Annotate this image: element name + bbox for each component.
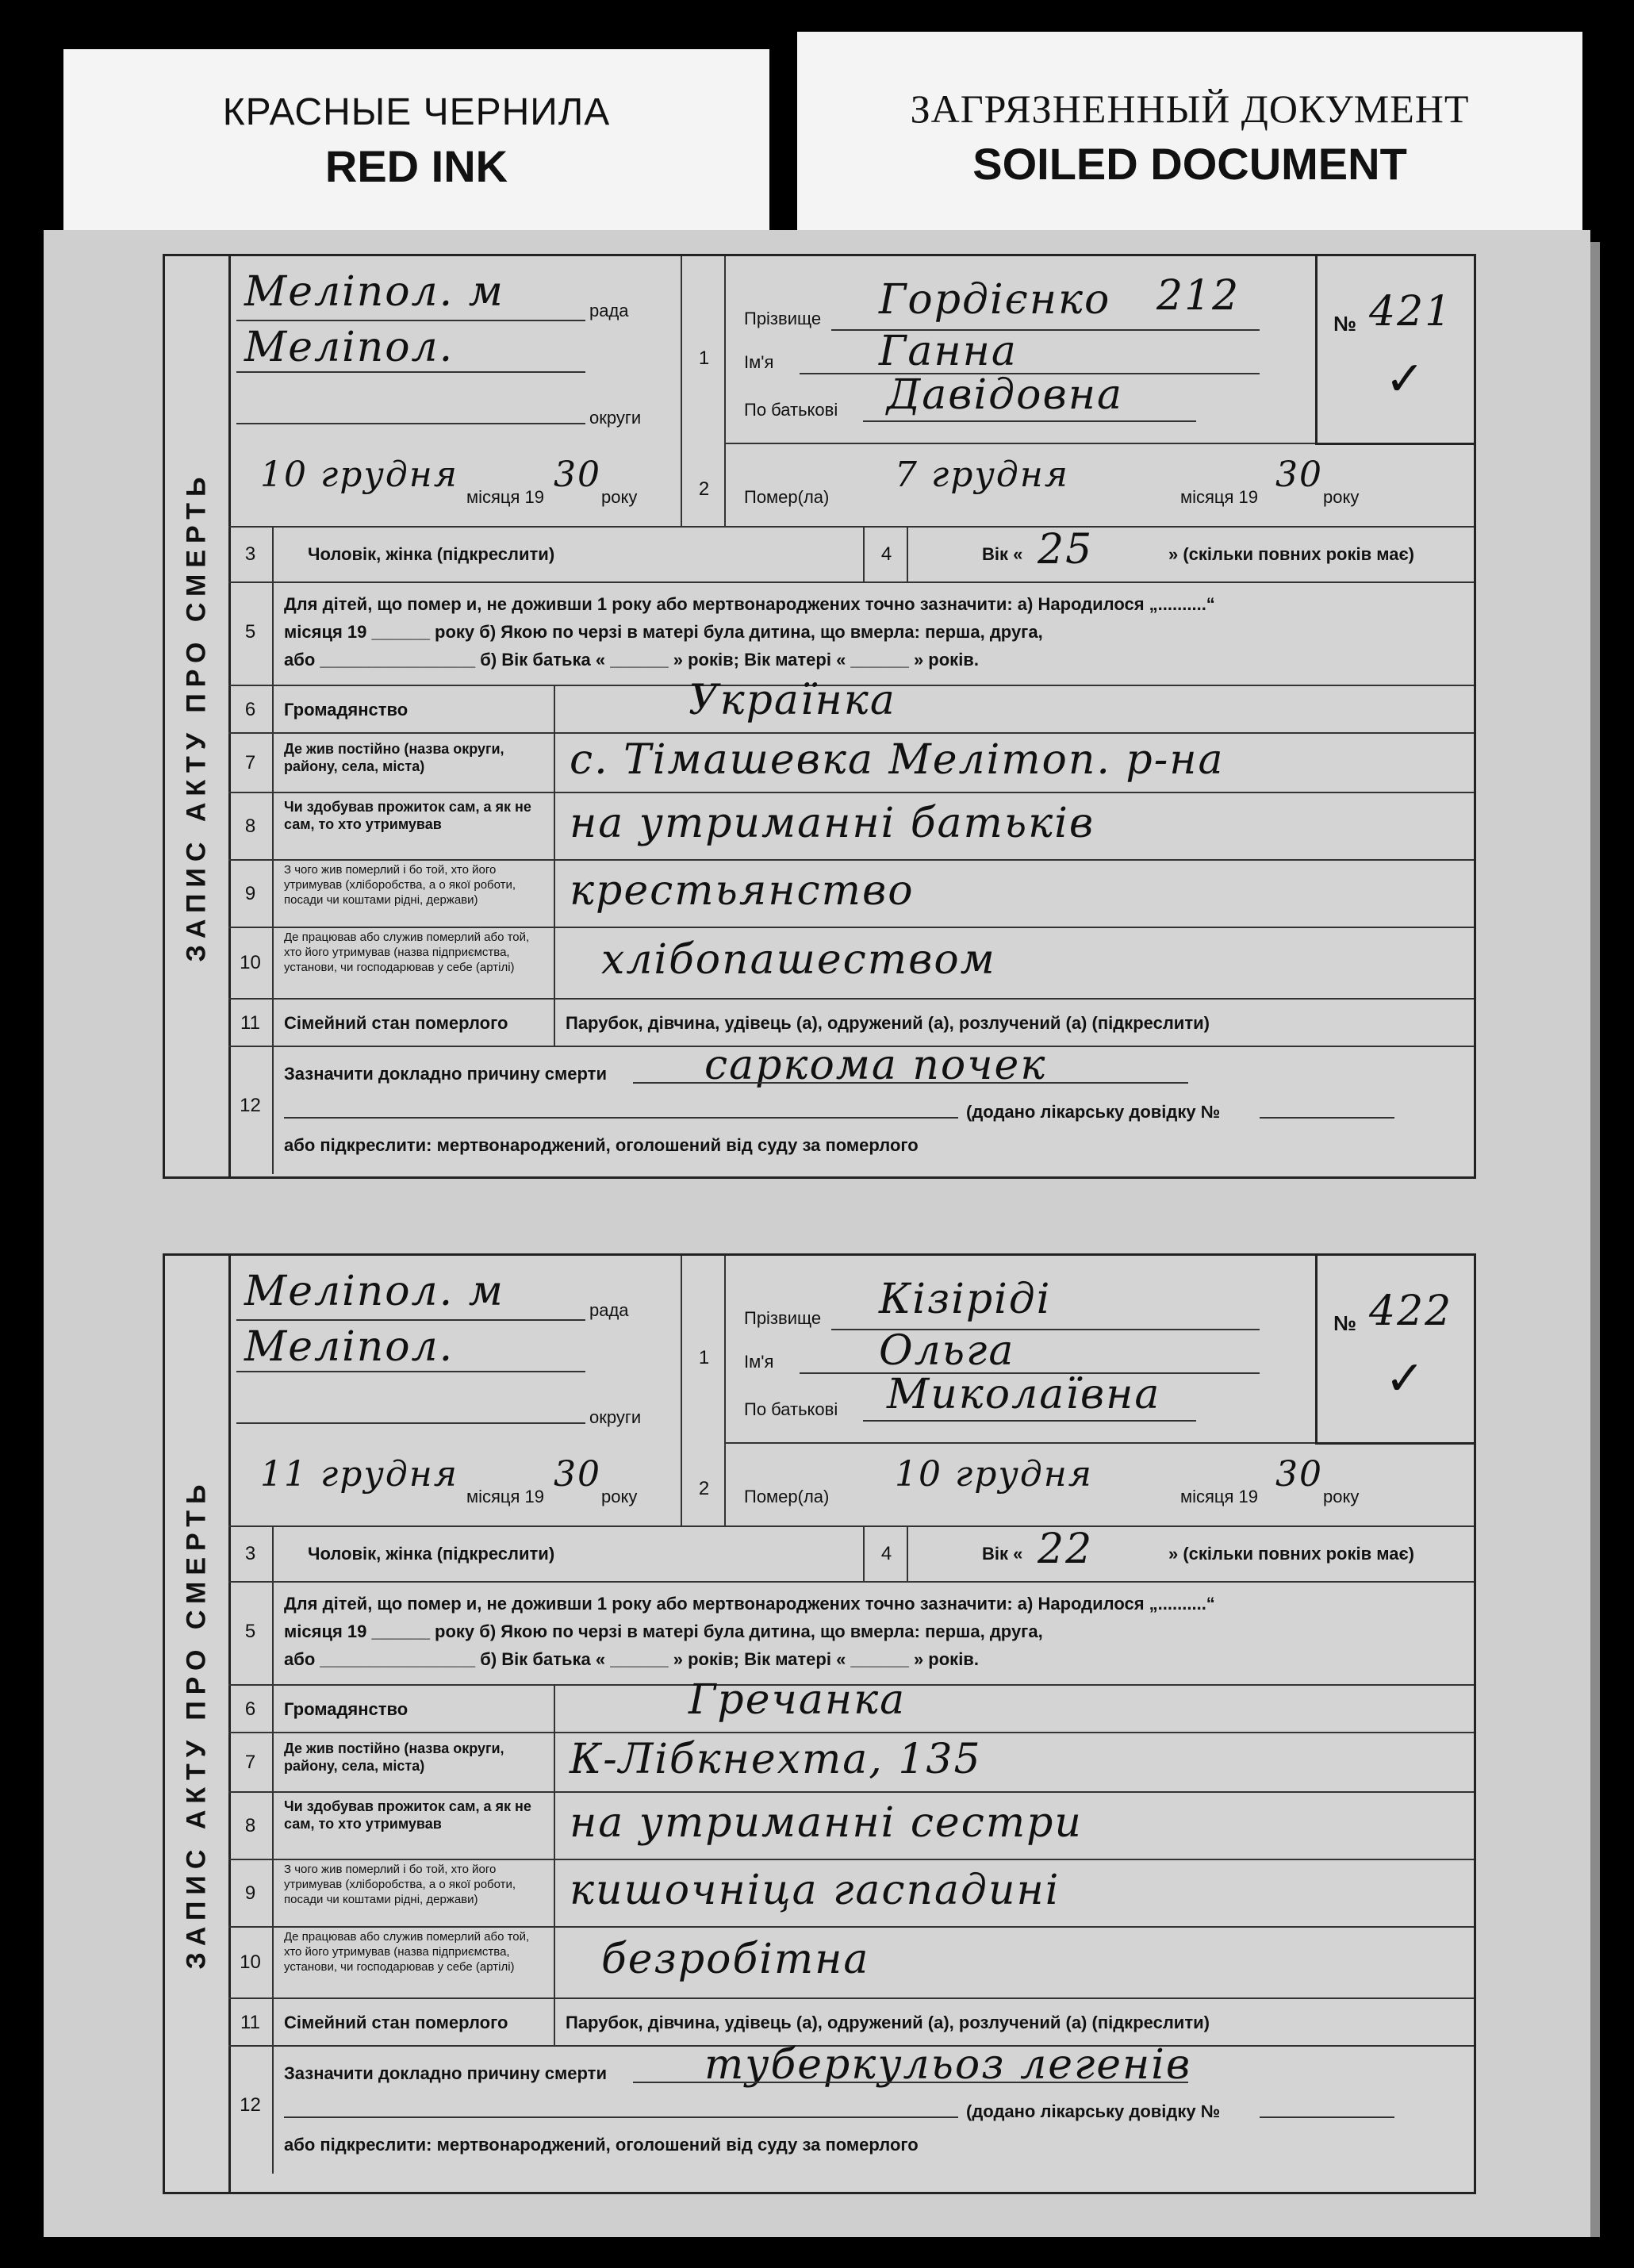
red-ink-label-ru: КРАСНЫЕ ЧЕРНИЛА xyxy=(222,91,611,133)
check-mark-icon: ✓ xyxy=(1385,1351,1425,1406)
cause-note: (додано лікарську довідку № xyxy=(966,1102,1221,1122)
cause-alt: або підкреслити: мертвонароджений, оголошений від суду за померлого xyxy=(284,1135,919,1155)
surname-label: Прізвище xyxy=(744,1308,822,1328)
row-8: 8 Чи здобував прожиток сам, а як не сам, то хто утримував на утриманні батьків xyxy=(228,792,1474,861)
livelihood-value: на утриманні батьків xyxy=(570,800,1095,847)
row-5: 5 Для дітей, що помер и, не доживши 1 року або мертвонароджених точно зазначити: а) Народилося „..........“ місяця 19 ______ року б) Якою по черзі в матері була дитина, що вмерла: перша, друга, або ________________ б) Вік батька « ______ » років; Вік матері « ______ » років. xyxy=(228,1581,1474,1686)
income-source-value: крестьянство xyxy=(570,867,915,915)
death-month-label: місяця 19 xyxy=(1180,487,1259,507)
cause-value: саркома почек xyxy=(704,1042,1047,1089)
citizenship-label: Громадянство xyxy=(284,1699,408,1719)
workplace-value: безробітна xyxy=(601,1936,870,1983)
name-label: Ім'я xyxy=(744,352,774,372)
death-day-value: 7 грудня xyxy=(895,455,1069,495)
row-12: 12 Зазначити докладно причину смерти туберкульоз легенів (додано лікарську довідку № або підкреслити: мертвонароджений, оголошений від суду за померлого xyxy=(228,2045,1474,2174)
citizenship-value: Українка xyxy=(689,677,896,724)
citizenship-label: Громадянство xyxy=(284,700,408,720)
cause-alt: або підкреслити: мертвонароджений, оголошений від суду за померлого xyxy=(284,2135,919,2155)
livelihood-label: Чи здобував прожиток сам, а як не сам, то хто утримував xyxy=(284,1798,531,1832)
income-source-label: З чого жив померлий і бо той, хто його утримував (хліборобства, а о якої роботи, посади чи коштами рідні, держави) xyxy=(284,863,516,907)
row-9: 9 З чого жив померлий і бо той, хто його утримував (хліборобства, а о якої роботи, посади чи коштами рідні, держави) крестьянство xyxy=(228,859,1474,928)
sex-label: Чоловік, жінка (підкреслити) xyxy=(308,1544,555,1564)
residence-label: Де жив постійно (назва округи, району, села, міста) xyxy=(284,741,504,774)
reg-number-box xyxy=(1315,256,1476,445)
death-year-value: 30 xyxy=(1275,1454,1323,1495)
death-record-form-2 xyxy=(163,1253,1476,2194)
reg-number-value: 421 xyxy=(1369,288,1453,336)
row5-line3: або ________________ б) Вік батька « ______ » років; Вік матері « ______ » років. xyxy=(284,650,979,670)
family-status-label: Сімейний стан померлого xyxy=(284,2013,508,2032)
livelihood-value: на утриманні сестри xyxy=(570,1799,1083,1847)
document-page xyxy=(44,230,1590,2237)
sex-label: Чоловік, жінка (підкреслити) xyxy=(308,544,555,564)
patronymic-label: По батькові xyxy=(744,400,838,420)
side-strip xyxy=(165,256,231,1176)
row-6: 6 Громадянство Гречанка xyxy=(228,1684,1474,1733)
cause-label: Зазначити докладно причину смерти xyxy=(284,1064,607,1084)
age-label: Вік « xyxy=(982,544,1023,564)
family-status-options: Парубок, дівчина, удівець (а), одружений (а), розлучений (а) (підкреслити) xyxy=(566,1013,1210,1033)
cause-label: Зазначити докладно причину смерти xyxy=(284,2063,607,2083)
death-year-label: року xyxy=(1323,1487,1360,1506)
family-status-options: Парубок, дівчина, удівець (а), одружений (а), розлучений (а) (підкреслити) xyxy=(566,2013,1210,2032)
death-month-label: місяця 19 xyxy=(1180,1487,1259,1506)
died-label: Помер(ла) xyxy=(744,1487,830,1506)
no-label: № xyxy=(1333,1311,1356,1335)
rada-value: Меліпол. м xyxy=(244,268,504,316)
name-value: Ганна xyxy=(879,328,1018,375)
row-10: 10 Де працював або служив померлий або той, хто його утримував (назва підприємства, установи, чи господарював у себе (артілі) хлібопашеством xyxy=(228,927,1474,1000)
row-6: 6 Громадянство Українка xyxy=(228,685,1474,734)
workplace-label: Де працював або служив померлий або той, хто його утримував (назва підприємства, установи, чи господарював у себе (артілі) xyxy=(284,931,530,974)
income-source-label: З чого жив померлий і бо той, хто його утримував (хліборобства, а о якої роботи, посади чи коштами рідні, держави) xyxy=(284,1863,516,1906)
income-source-value: кишочніца гаспадині xyxy=(570,1867,1061,1914)
row5-line2: місяця 19 ______ року б) Якою по черзі в матері була дитина, що вмерла: перша, друга, xyxy=(284,1621,1043,1641)
row5-line1: Для дітей, що помер и, не доживши 1 року або мертвонароджених точно зазначити: а) Народилося „..........“ xyxy=(284,594,1215,614)
name-value: Ольга xyxy=(879,1327,1015,1375)
row-12: 12 Зазначити докладно причину смерти саркома почек (додано лікарську довідку № або підкреслити: мертвонароджений, оголошений від суду за померлого xyxy=(228,1046,1474,1174)
row-7: 7 Де жив постійно (назва округи, району, села, міста) с. Тімашевка Мелітоп. р-на xyxy=(228,732,1474,793)
death-day-value: 10 грудня xyxy=(895,1454,1093,1495)
side-strip xyxy=(165,1256,231,2192)
died-label: Помер(ла) xyxy=(744,487,830,507)
age-value: 22 xyxy=(1038,1525,1094,1573)
age-suffix: » (скільки повних років має) xyxy=(1168,1544,1414,1564)
reg-year-value: 30 xyxy=(554,1454,601,1495)
no-label: № xyxy=(1333,312,1356,336)
row5-line3: або ________________ б) Вік батька « ______ » років; Вік матері « ______ » років. xyxy=(284,1649,979,1669)
reg-number-value: 422 xyxy=(1369,1288,1453,1335)
residence-value: с. Тімашевка Мелітоп. р-на xyxy=(570,736,1225,784)
soiled-document-label-en: SOILED DOCUMENT xyxy=(972,139,1407,189)
row-11: 11 Сімейний стан померлого Парубок, дівчина, удівець (а), одружений (а), розлучений (а) (підкреслити) xyxy=(228,998,1474,1047)
row-3: 3 Чоловік, жінка (підкреслити) 4 Вік « 25 » (скільки повних років має) xyxy=(228,526,1474,583)
reg-month-label: місяця 19 xyxy=(466,1487,545,1506)
patronymic-value: Миколаївна xyxy=(887,1371,1161,1418)
cause-note: (додано лікарську довідку № xyxy=(966,2101,1221,2121)
residence-label: Де жив постійно (назва округи, району, села, міста) xyxy=(284,1740,504,1774)
age-label: Вік « xyxy=(982,1544,1023,1564)
age-value: 25 xyxy=(1038,526,1094,574)
rayon-value: Меліпол. xyxy=(244,324,455,371)
soiled-document-label-ru: ЗАГРЯЗНЕННЫЙ ДОКУМЕНТ xyxy=(910,86,1470,131)
rada-label: рада xyxy=(589,301,629,320)
reg-number-box xyxy=(1315,1256,1476,1445)
surname-extra-value: 212 xyxy=(1156,272,1241,320)
workplace-label: Де працював або служив померлий або той, хто його утримував (назва підприємства, установи, чи господарював у себе (артілі) xyxy=(284,1930,530,1974)
surname-value: Кізіріді xyxy=(879,1276,1052,1323)
reg-day-value: 10 грудня xyxy=(260,455,458,495)
row-10: 10 Де працював або служив померлий або той, хто його утримував (назва підприємства, установи, чи господарював у себе (артілі) безробітна xyxy=(228,1926,1474,1999)
row-8: 8 Чи здобував прожиток сам, а як не сам, то хто утримував на утриманні сестри xyxy=(228,1791,1474,1860)
workplace-value: хлібопашеством xyxy=(601,936,996,984)
reg-year-label: року xyxy=(601,1487,638,1506)
rada-label: рада xyxy=(589,1300,629,1320)
row5-line2: місяця 19 ______ року б) Якою по черзі в матері була дитина, що вмерла: перша, друга, xyxy=(284,622,1043,642)
surname-value: Гордієнко xyxy=(879,276,1111,324)
family-status-label: Сімейний стан померлого xyxy=(284,1013,508,1033)
row5-line1: Для дітей, що помер и, не доживши 1 року або мертвонароджених точно зазначити: а) Народилося „..........“ xyxy=(284,1594,1215,1614)
death-record-form-1 xyxy=(163,254,1476,1179)
patronymic-value: Давідовна xyxy=(887,371,1123,419)
red-ink-label-en: RED INK xyxy=(324,141,508,191)
age-suffix: » (скільки повних років має) xyxy=(1168,544,1414,564)
header-block: Меліпол. м рада Меліпол. округи 11 грудня місяця 19 30 року 1 2 Прізвище Кізіріді Ім'я Ольга По батькові Миколаївна Помер(ла) 10 грудня місяця 19 30 року № 422 ✓ xyxy=(228,1256,1474,1527)
row-7: 7 Де жив постійно (назва округи, району, села, міста) К-Лібкнехта, 135 xyxy=(228,1732,1474,1793)
row-5: 5 Для дітей, що помер и, не доживши 1 року або мертвонароджених точно зазначити: а) Народилося „..........“ місяця 19 ______ року б) Якою по черзі в матері була дитина, що вмерла: перша, друга, або ________________ б) Вік батька « ______ » років; Вік матері « ______ » років. xyxy=(228,581,1474,686)
surname-label: Прізвище xyxy=(744,309,822,328)
row-9: 9 З чого жив померлий і бо той, хто його утримував (хліборобства, а о якої роботи, посади чи коштами рідні, держави) кишочніца гаспадині xyxy=(228,1859,1474,1928)
rayon-value: Меліпол. xyxy=(244,1323,455,1371)
okrugy-label: округи xyxy=(589,1407,642,1427)
reg-year-label: року xyxy=(601,487,638,507)
death-year-label: року xyxy=(1323,487,1360,507)
row-11: 11 Сімейний стан померлого Парубок, дівчина, удівець (а), одружений (а), розлучений (а) (підкреслити) xyxy=(228,1997,1474,2047)
reg-month-label: місяця 19 xyxy=(466,487,545,507)
soiled-document-label xyxy=(797,32,1582,246)
death-year-value: 30 xyxy=(1275,455,1323,495)
livelihood-label: Чи здобував прожиток сам, а як не сам, то хто утримував xyxy=(284,799,531,832)
residence-value: К-Лібкнехта, 135 xyxy=(570,1736,982,1783)
reg-year-value: 30 xyxy=(554,455,601,495)
cause-value: туберкульоз легенів xyxy=(704,2041,1192,2089)
patronymic-label: По батькові xyxy=(744,1399,838,1419)
side-title: ЗАПИС АКТУ ПРО СМЕРТЬ xyxy=(181,1478,212,1970)
rada-value: Меліпол. м xyxy=(244,1268,504,1315)
red-ink-label xyxy=(63,49,769,232)
name-label: Ім'я xyxy=(744,1352,774,1372)
side-title: ЗАПИС АКТУ ПРО СМЕРТЬ xyxy=(181,470,212,962)
check-mark-icon: ✓ xyxy=(1385,351,1425,407)
header-block: Меліпол. м рада Меліпол. округи 10 грудня місяця 19 30 року 1 2 Прізвище Гордієнко 212 Ім'я Ганна По батькові Давідовна Помер(ла) 7 грудня місяця 19 30 року № 421 ✓ xyxy=(228,256,1474,528)
okrugy-label: округи xyxy=(589,408,642,428)
row-3: 3 Чоловік, жінка (підкреслити) 4 Вік « 22 » (скільки повних років має) xyxy=(228,1525,1474,1583)
reg-day-value: 11 грудня xyxy=(260,1454,458,1495)
citizenship-value: Гречанка xyxy=(689,1676,907,1724)
